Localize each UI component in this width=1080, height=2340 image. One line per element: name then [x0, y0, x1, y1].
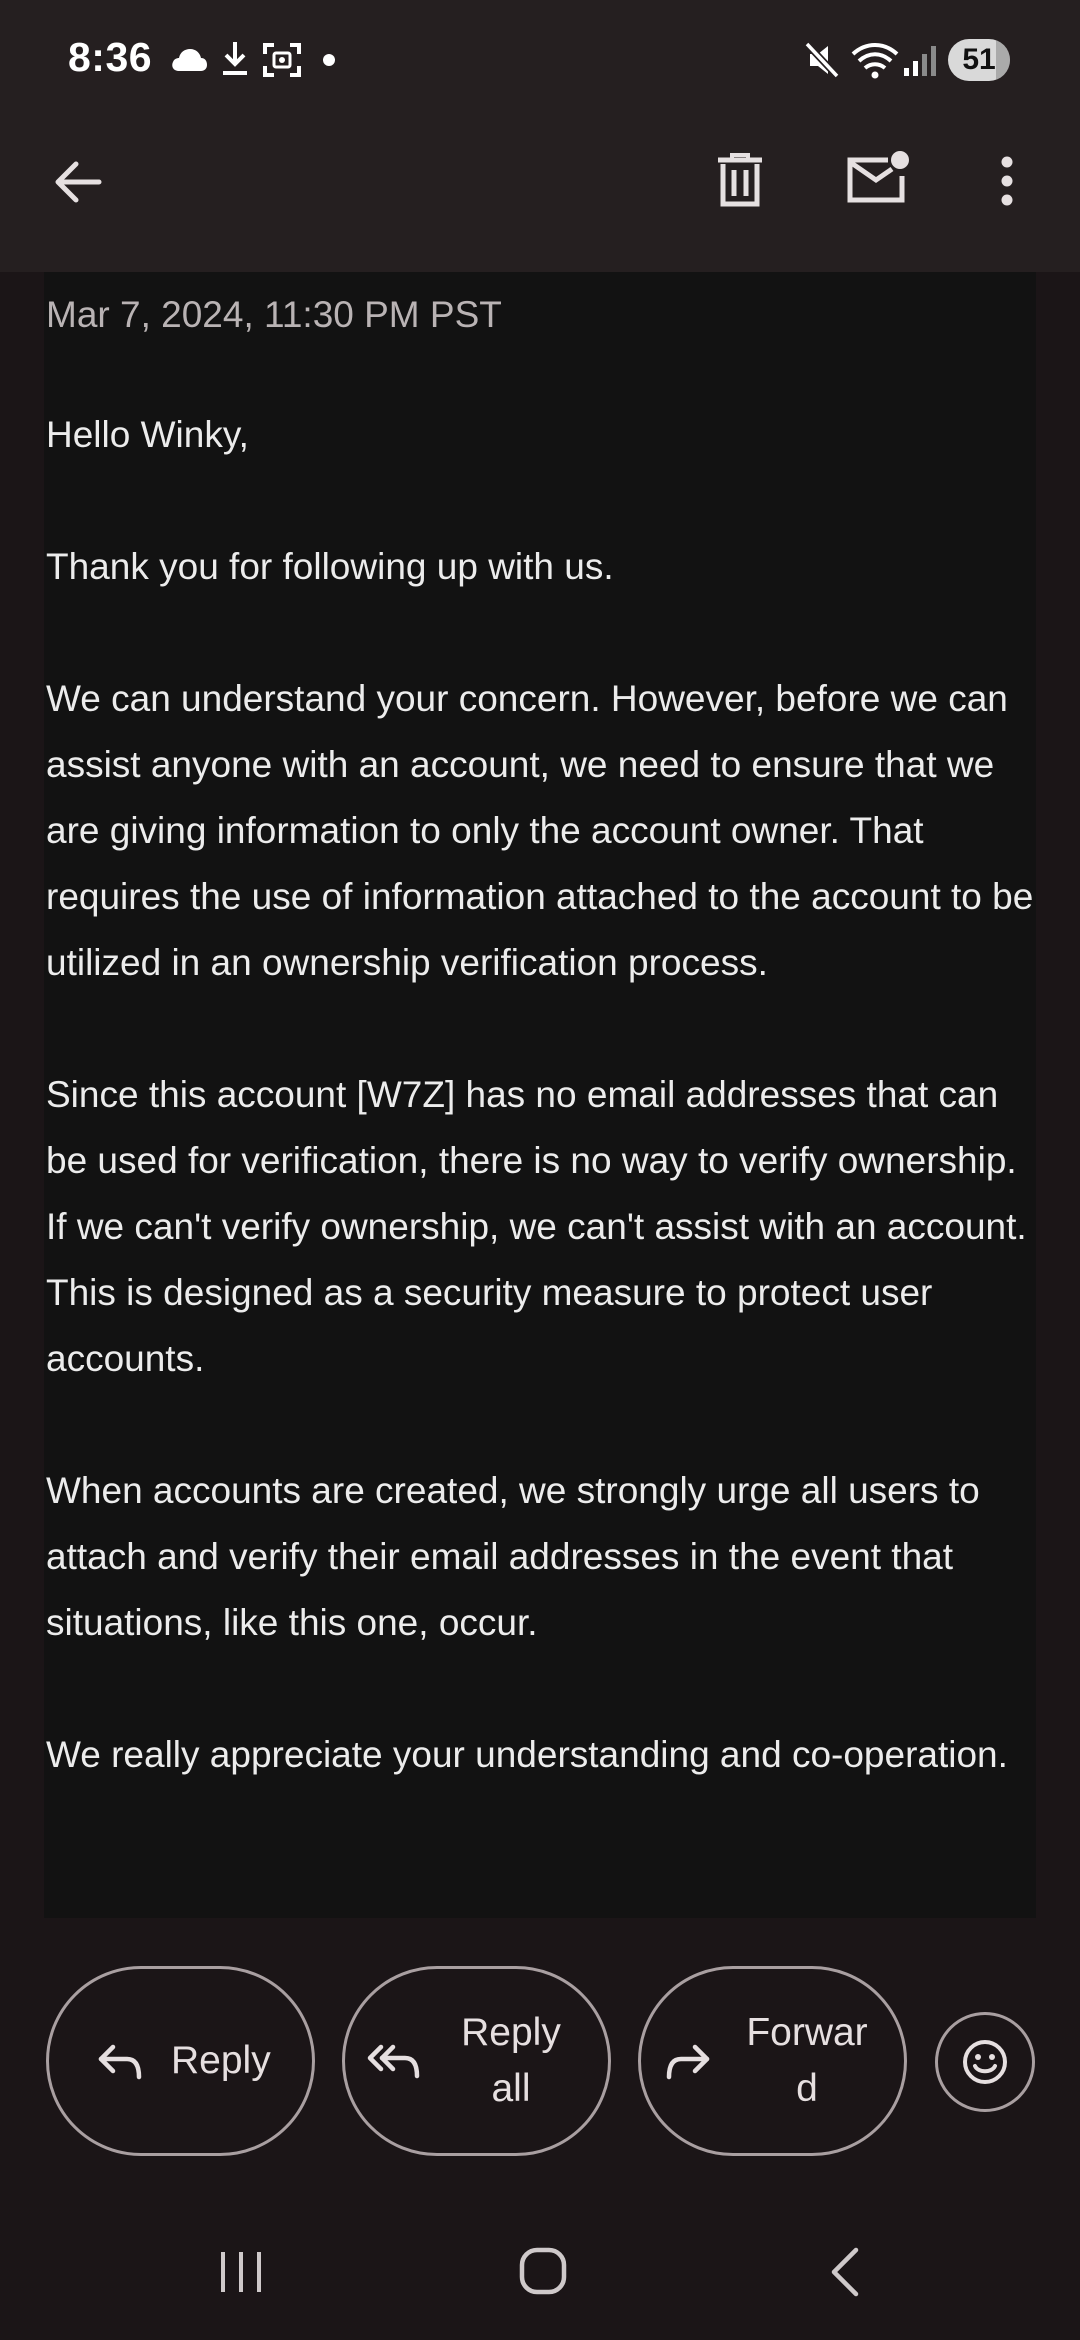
download-icon	[220, 40, 250, 78]
cloud-icon	[170, 46, 208, 72]
battery-indicator	[948, 39, 1010, 81]
mute-icon	[804, 40, 840, 80]
email-body	[46, 402, 1036, 1854]
email-paragraph: We really appreciate your understanding and co-operation.	[46, 1734, 1008, 1775]
forward-button[interactable]	[638, 1966, 907, 2156]
forward-label-line1: Forwar	[746, 2011, 868, 2054]
status-time: 8:36	[68, 34, 153, 80]
emoji-reaction-button[interactable]	[935, 2012, 1035, 2112]
email-body-container	[44, 272, 1036, 1918]
recent-apps-icon[interactable]	[218, 2250, 264, 2294]
wifi-icon	[850, 40, 900, 80]
email-paragraph: Hello Winky,	[46, 414, 249, 455]
reply-all-label-line2: all	[491, 2067, 531, 2110]
top-app-bar	[0, 120, 1080, 272]
email-date: Mar 7, 2024, 11:30 PM PST	[46, 294, 502, 335]
signal-icon	[902, 44, 938, 78]
reply-all-icon	[367, 2043, 423, 2081]
trash-icon[interactable]	[716, 152, 764, 208]
email-paragraph: Thank you for following up with us.	[46, 546, 614, 587]
email-paragraph: We can understand your concern. However, before we can assist anyone with an account, we need to ensure that we are giving information to only the account owner. That requires the use of information attached to the account to be utilized in an ownership verification process.	[46, 678, 1034, 983]
reply-all-button[interactable]	[342, 1966, 611, 2156]
home-icon[interactable]	[518, 2246, 568, 2296]
more-vert-icon[interactable]	[998, 156, 1016, 206]
email-paragraph: When accounts are created, we strongly urge all users to attach and verify their email addresses in the event that situations, like this one, occur.	[46, 1470, 980, 1643]
dot-icon	[322, 53, 336, 67]
smiley-icon	[962, 2039, 1008, 2085]
forward-icon	[665, 2043, 711, 2081]
reply-all-label-line1: Reply	[461, 2011, 561, 2054]
forward-label-line2: d	[796, 2067, 818, 2110]
status-bar	[0, 0, 1080, 120]
system-nav-bar	[0, 2200, 1080, 2340]
reply-label: Reply	[171, 2039, 271, 2082]
screenshot-icon	[262, 42, 302, 78]
mail-unread-icon[interactable]	[846, 150, 912, 206]
reply-button[interactable]	[46, 1966, 315, 2156]
email-paragraph: Since this account [W7Z] has no email addresses that can be used for verification, there is no way to verify ownership. If we can't verify ownership, we can't assist with an account. This is designed as a security measure to protect user accounts.	[46, 1074, 1027, 1379]
reply-icon	[97, 2043, 143, 2081]
back-arrow-icon[interactable]	[52, 160, 102, 204]
battery-level: 51	[962, 43, 996, 76]
back-nav-icon[interactable]	[828, 2246, 862, 2298]
